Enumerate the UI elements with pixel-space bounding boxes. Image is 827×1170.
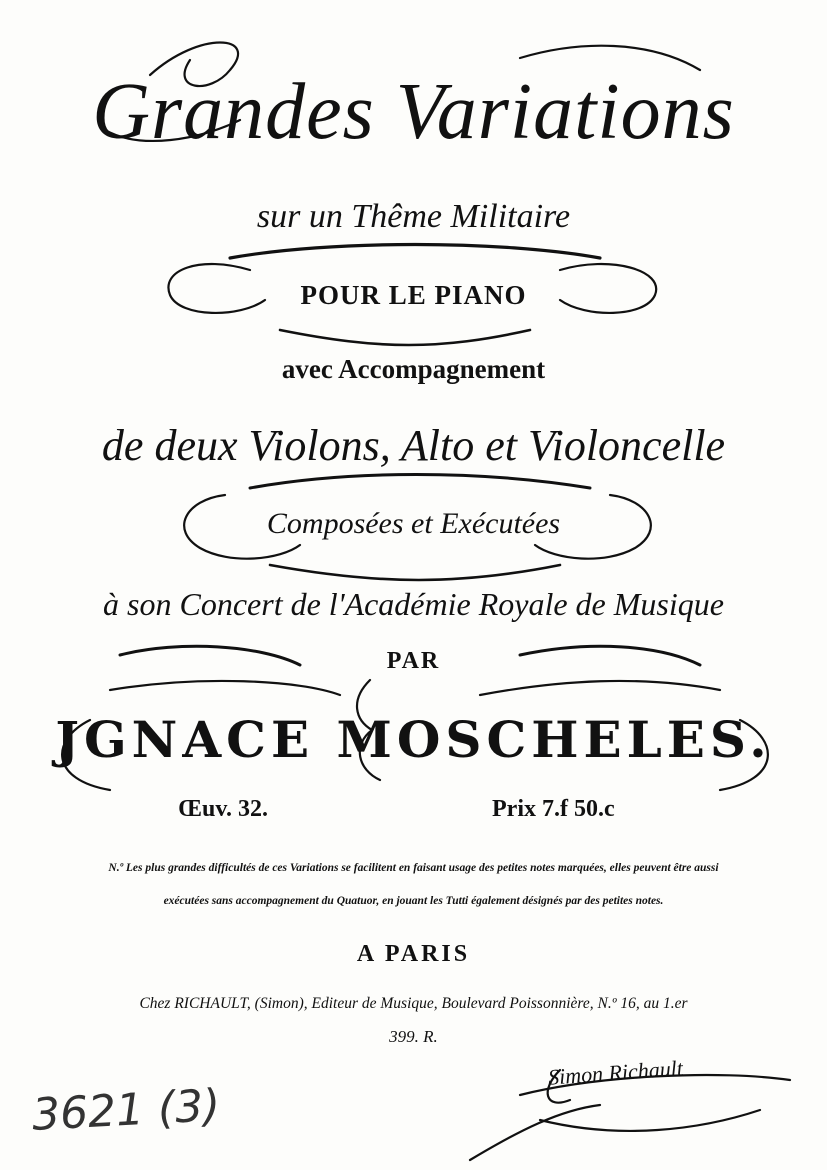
publisher-line: Chez RICHAULT, (Simon), Editeur de Musique, Boulevard Poissonnière, N.º 16, au 1.er <box>139 995 688 1012</box>
performance-note-line-1: N.º Les plus grandes difficultés de ces Variations se facilitent en faisant usage des petites notes marquées, elles peuvent être aussi <box>108 862 719 874</box>
work-title: Grandes Variations <box>92 68 735 156</box>
opus-number: Œuv. 32. <box>178 796 269 822</box>
work-subtitle: sur un Thême Militaire <box>256 198 571 235</box>
by-label: PAR <box>386 648 441 674</box>
shelfmark-handwritten: 3621 (3) <box>30 1080 222 1141</box>
accompaniment-line: avec Accompagnement <box>281 354 546 384</box>
ensemble-line: de deux Violons, Alto et Violoncelle <box>101 421 726 470</box>
composer-name: JGNACE MOSCHELES. <box>55 710 772 769</box>
city-label: A PARIS <box>356 941 471 967</box>
instrument-line: POUR LE PIANO <box>300 280 527 310</box>
composed-line: Composées et Exécutées <box>266 507 561 540</box>
price-label: Prix 7.f 50.c <box>492 796 615 822</box>
concert-line: à son Concert de l'Académie Royale de Musique <box>103 586 724 622</box>
plate-number: 399. R. <box>389 1027 438 1046</box>
publisher-signature: Simon Richault <box>547 1055 684 1090</box>
performance-note-line-2: exécutées sans accompagnement du Quatuor, en jouant les Tutti également désignés par des petites notes. <box>163 895 664 907</box>
